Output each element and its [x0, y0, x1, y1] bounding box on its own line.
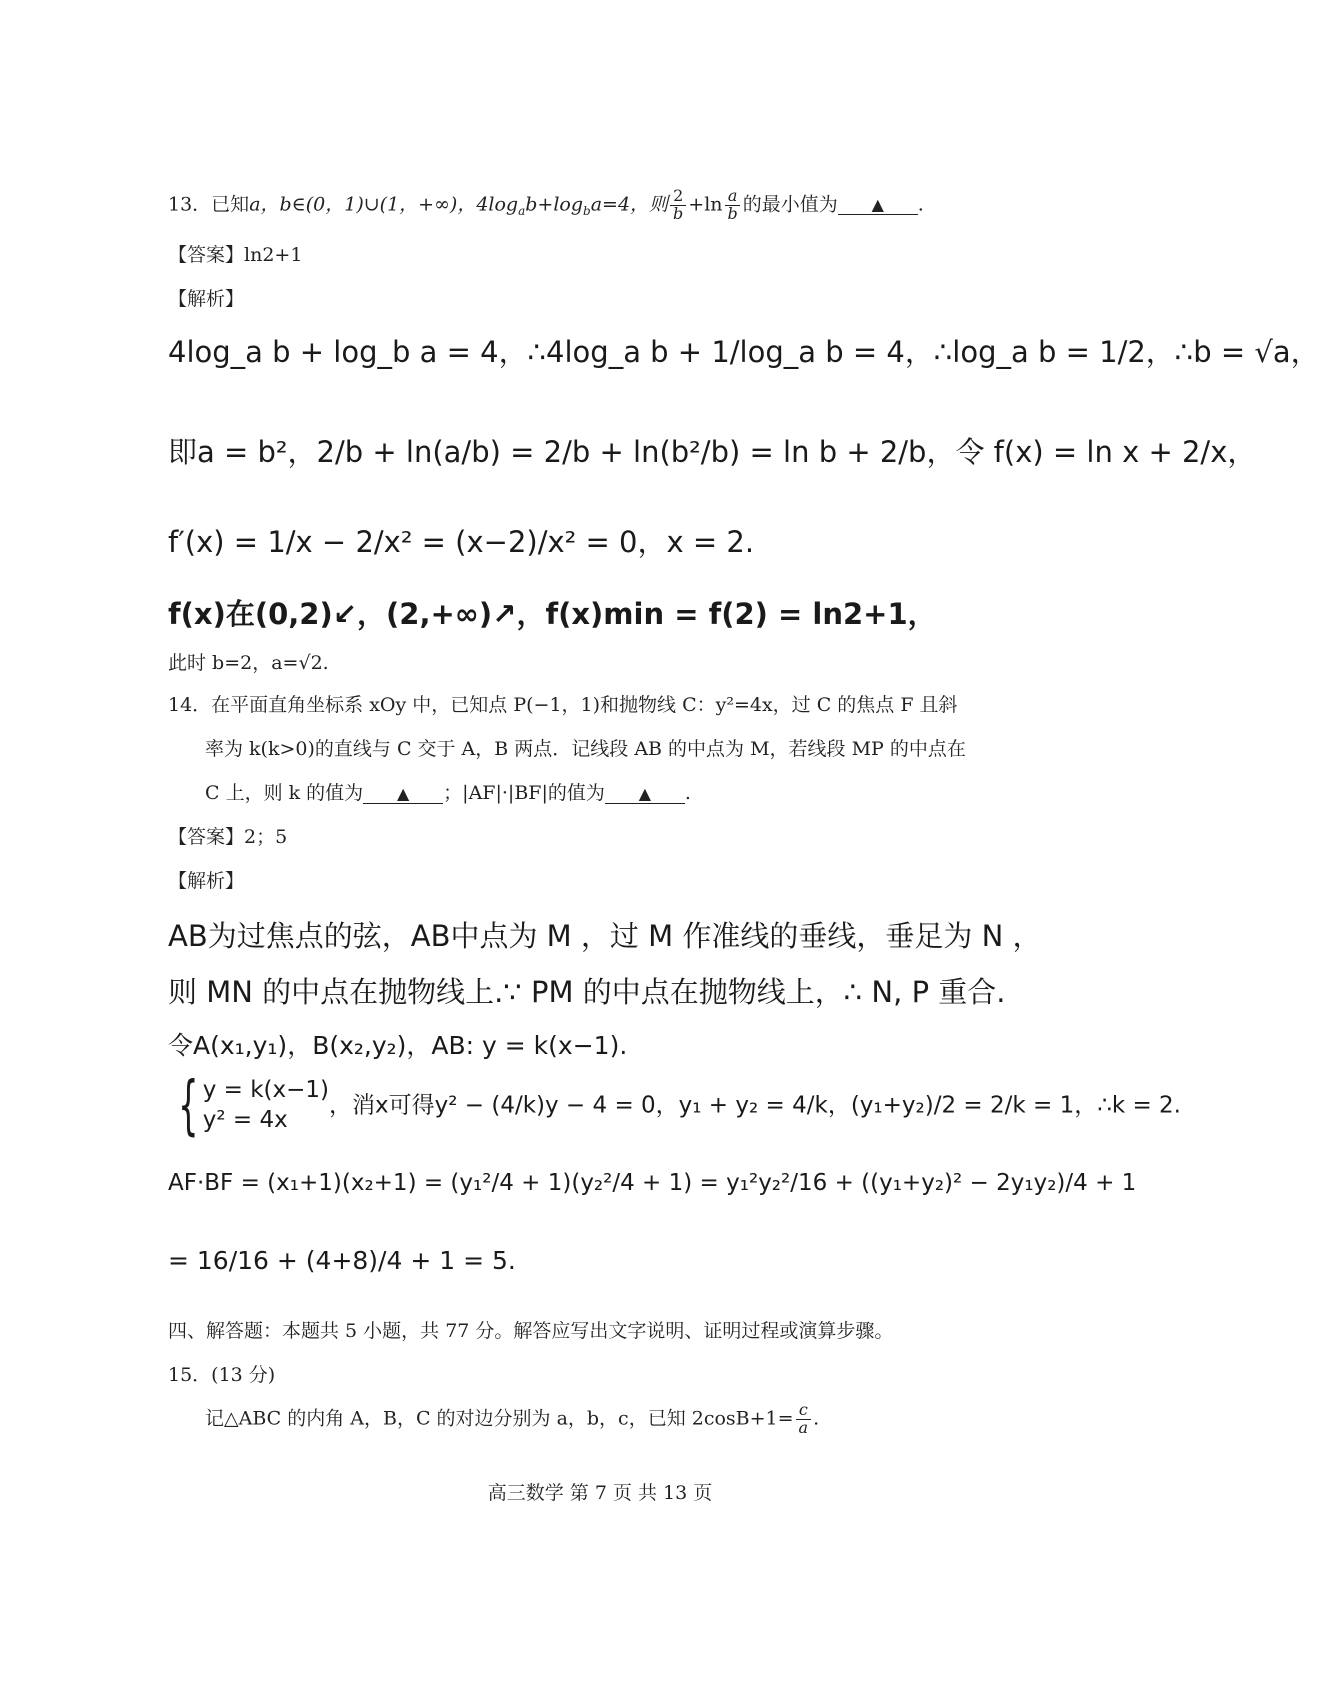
q13-solution-line-3: f′(x) = 1/x − 2/x² = (x−2)/x² = 0，x = 2.: [168, 525, 755, 559]
q14-solution-line-4: { y = k(x−1) y² = 4x ，消x可得y² − (4/k)y − 4 = 0，y₁ + y₂ = 4/k，(y₁+y₂)/2 = 2/k = 1，∴k = 2.: [168, 1074, 1181, 1138]
q14-solution-line-1: AB为过焦点的弦，AB中点为 M ，过 M 作准线的垂线，垂足为 N ，: [168, 919, 1042, 953]
q14-stem-line-2: 率为 k(k>0)的直线与 C 交于 A，B 两点．记线段 AB 的中点为 M，若线段 MP 的中点在: [205, 738, 966, 760]
answer-blank: ▲: [838, 195, 918, 215]
q15-stem: 记△ABC 的内角 A，B，C 的对边分别为 a，b，c，已知 2cosB+1= $\frac{c}{a}$ .: [205, 1400, 820, 1437]
q15-heading: 15．(13 分): [168, 1364, 276, 1386]
q14-stem-line-3: C 上，则 k 的值为 ▲ ；|AF|·|BF|的值为 ▲ .: [205, 782, 691, 804]
q13-solution-line-4: f(x)在(0,2)↙，(2,+∞)↗，f(x)min = f(2) = ln2+1，: [168, 597, 937, 631]
page-footer: 高三数学 第 7 页 共 13 页: [487, 1482, 713, 1504]
q13-solution-line-5: 此时 b=2，a=√2.: [168, 652, 329, 674]
q14-solution-line-2: 则 MN 的中点在抛物线上.∵ PM 的中点在抛物线上，∴ N, P 重合.: [168, 975, 1006, 1009]
q14-analysis-label: 【解析】: [168, 870, 245, 892]
q13-analysis-label: 【解析】: [168, 288, 245, 310]
q13-solution-line-2: 即a = b²，2/b + ln(a/b) = 2/b + ln(b²/b) = ln b + 2/b，令 f(x) = ln x + 2/x，: [168, 435, 1257, 469]
answer-blank: ▲: [605, 784, 685, 804]
equation-system: { y = k(x−1) y² = 4x: [178, 1069, 330, 1143]
q14-solution-line-3: 令A(x₁,y₁)，B(x₂,y₂)，AB: y = k(x−1).: [168, 1031, 628, 1060]
q13-answer: 【答案】ln2+1: [168, 244, 303, 266]
q14-stem-line-1: 14．在平面直角坐标系 xOy 中，已知点 P(−1，1)和抛物线 C：y²=4x，过 C 的焦点 F 且斜: [168, 694, 958, 716]
section-heading: 四、解答题：本题共 5 小题，共 77 分。解答应写出文字说明、证明过程或演算步骤。: [168, 1320, 894, 1342]
q13-solution-line-1: 4log_a b + log_b a = 4，∴4log_a b + 1/log_a b = 4，∴log_a b = 1/2，∴b = √a，: [168, 335, 1320, 369]
q14-solution-line-6: = 16/16 + (4+8)/4 + 1 = 5.: [168, 1246, 516, 1275]
q14-solution-line-5: AF·BF = (x₁+1)(x₂+1) = (y₁²/4 + 1)(y₂²/4 + 1) = y₁²y₂²/16 + ((y₁+y₂)² − 2y₁y₂)/4 + 1: [168, 1170, 1137, 1196]
q14-answer: 【答案】2；5: [168, 826, 288, 848]
answer-blank: ▲: [363, 784, 443, 804]
q13-stem: 13．已知a，b∈(0，1)∪(1，+∞)，$4\log_ab+\log_ba=4$，则 $\frac{2}{b}$ +ln $\frac{a}{b}$ 的最小值为 ▲ .: [168, 186, 924, 223]
